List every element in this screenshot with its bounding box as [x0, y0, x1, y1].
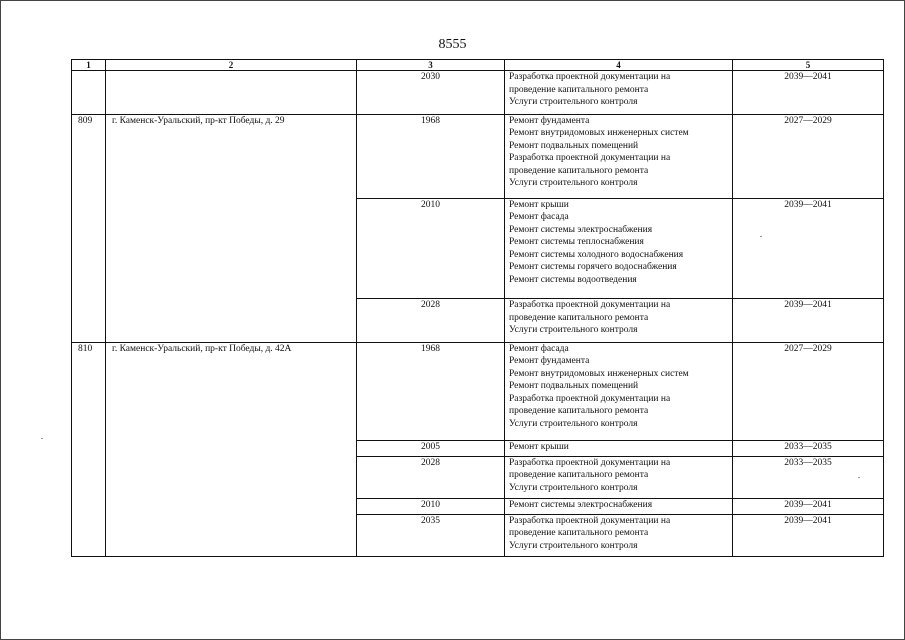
- work-item: Разработка проектной документации на: [509, 457, 671, 468]
- work-item: проведение капитального ремонта: [509, 470, 649, 480]
- work-item: Разработка проектной документации на: [509, 72, 671, 82]
- work-item: Разработка проектной документации на: [509, 393, 671, 404]
- period-cell: 2039—2041: [733, 499, 884, 515]
- column-header-2: 2: [106, 60, 357, 71]
- address-cell: [106, 514, 357, 557]
- work-item: проведение капитального ремонта: [509, 406, 649, 416]
- period-cell: 2039—2041: [733, 198, 884, 299]
- work-item: Ремонт внутридомовых инженерных систем: [509, 128, 689, 138]
- address-cell: г. Каменск-Уральский, пр-кт Победы, д. 42А: [106, 342, 357, 441]
- work-item: Ремонт фасада: [509, 343, 569, 354]
- row-number: [72, 71, 106, 115]
- period-cell: 2039—2041: [733, 71, 884, 115]
- year-cell: 1968: [357, 342, 505, 441]
- work-item: Услуги строительного контроля: [509, 482, 638, 493]
- row-number: [72, 299, 106, 343]
- works-cell: [505, 456, 733, 499]
- table-row: [72, 499, 884, 515]
- period-cell: 2033—2035: [733, 441, 884, 457]
- table-row: [72, 299, 884, 343]
- address-cell: г. Каменск-Уральский, пр-кт Победы, д. 29: [106, 114, 357, 198]
- work-item: Ремонт фундамента: [509, 115, 590, 126]
- work-item: проведение капитального ремонта: [509, 165, 649, 176]
- row-number: [72, 456, 106, 499]
- work-item: Ремонт системы электроснабжения: [509, 224, 653, 235]
- table-row: [72, 441, 884, 457]
- works-cell: [505, 299, 733, 343]
- table-row: [72, 342, 884, 441]
- work-item: Ремонт внутридомовых инженерных систем: [509, 368, 689, 379]
- year-cell: 2028: [357, 299, 505, 343]
- works-cell: [505, 514, 733, 557]
- work-item: проведение капитального ремонта: [509, 312, 649, 323]
- works-cell: [505, 198, 733, 299]
- period-cell: 2039—2041: [733, 514, 884, 557]
- address-cell: [106, 299, 357, 343]
- year-cell: 2035: [357, 514, 505, 557]
- work-item: Ремонт системы водоотведения: [509, 274, 637, 285]
- row-number: [72, 499, 106, 515]
- work-item: проведение капитального ремонта: [509, 528, 649, 538]
- year-cell: 1968: [357, 114, 505, 198]
- work-item: Ремонт крыши: [509, 199, 569, 210]
- table-row: [72, 114, 884, 198]
- work-item: Услуги строительного контроля: [509, 97, 638, 107]
- column-header-5: 5: [733, 60, 884, 71]
- year-cell: 2028: [357, 456, 505, 499]
- work-item: Ремонт подвальных помещений: [509, 381, 639, 391]
- scan-speck: [858, 477, 860, 478]
- work-item: Разработка проектной документации на: [509, 515, 671, 526]
- table-body: [72, 71, 884, 557]
- address-cell: [106, 499, 357, 515]
- period-cell: 2027—2029: [733, 114, 884, 198]
- period-cell: 2033—2035: [733, 456, 884, 499]
- works-cell: [505, 114, 733, 198]
- column-header-4: 4: [505, 60, 733, 71]
- year-cell: 2030: [357, 71, 505, 115]
- work-item: проведение капитального ремонта: [509, 84, 649, 95]
- scan-speck: [760, 236, 762, 237]
- address-cell: [106, 456, 357, 499]
- works-cell: [505, 342, 733, 441]
- column-header-1: 1: [72, 60, 106, 71]
- column-number-header: [72, 60, 884, 71]
- table-row: [72, 456, 884, 499]
- works-cell: [505, 499, 733, 515]
- work-item: Разработка проектной документации на: [509, 300, 671, 310]
- work-item: Ремонт фундамента: [509, 356, 590, 366]
- work-item: Услуги строительного контроля: [509, 178, 638, 188]
- work-item: Услуги строительного контроля: [509, 325, 638, 335]
- work-item: Ремонт фасада: [509, 212, 569, 222]
- table-row: [72, 514, 884, 557]
- work-item: Услуги строительного контроля: [509, 418, 638, 429]
- period-cell: 2039—2041: [733, 299, 884, 343]
- work-item: Ремонт системы холодного водоснабжения: [509, 249, 684, 260]
- row-number: [72, 514, 106, 557]
- work-item: Разработка проектной документации на: [509, 153, 671, 163]
- column-header-3: 3: [357, 60, 505, 71]
- work-item: Ремонт крыши: [509, 442, 569, 452]
- year-cell: 2010: [357, 198, 505, 299]
- row-number: [72, 441, 106, 457]
- year-cell: 2005: [357, 441, 505, 457]
- work-item: Ремонт системы теплоснабжения: [509, 237, 644, 247]
- address-cell: [106, 198, 357, 299]
- year-cell: 2010: [357, 499, 505, 515]
- address-cell: [106, 71, 357, 115]
- work-item: Ремонт подвальных помещений: [509, 140, 639, 151]
- page-number: 8555: [438, 37, 467, 52]
- row-number: 809: [72, 114, 106, 198]
- work-item: Ремонт системы электроснабжения: [509, 500, 653, 510]
- period-cell: 2027—2029: [733, 342, 884, 441]
- capital-repair-table: [71, 59, 884, 557]
- work-item: Услуги строительного контроля: [509, 540, 638, 551]
- works-cell: [505, 71, 733, 115]
- works-cell: [505, 441, 733, 457]
- address-cell: [106, 441, 357, 457]
- scan-speck: [41, 438, 43, 439]
- work-item: Ремонт системы горячего водоснабжения: [509, 262, 677, 272]
- table-row: [72, 198, 884, 299]
- row-number: [72, 198, 106, 299]
- row-number: 810: [72, 342, 106, 441]
- table-row: [72, 71, 884, 115]
